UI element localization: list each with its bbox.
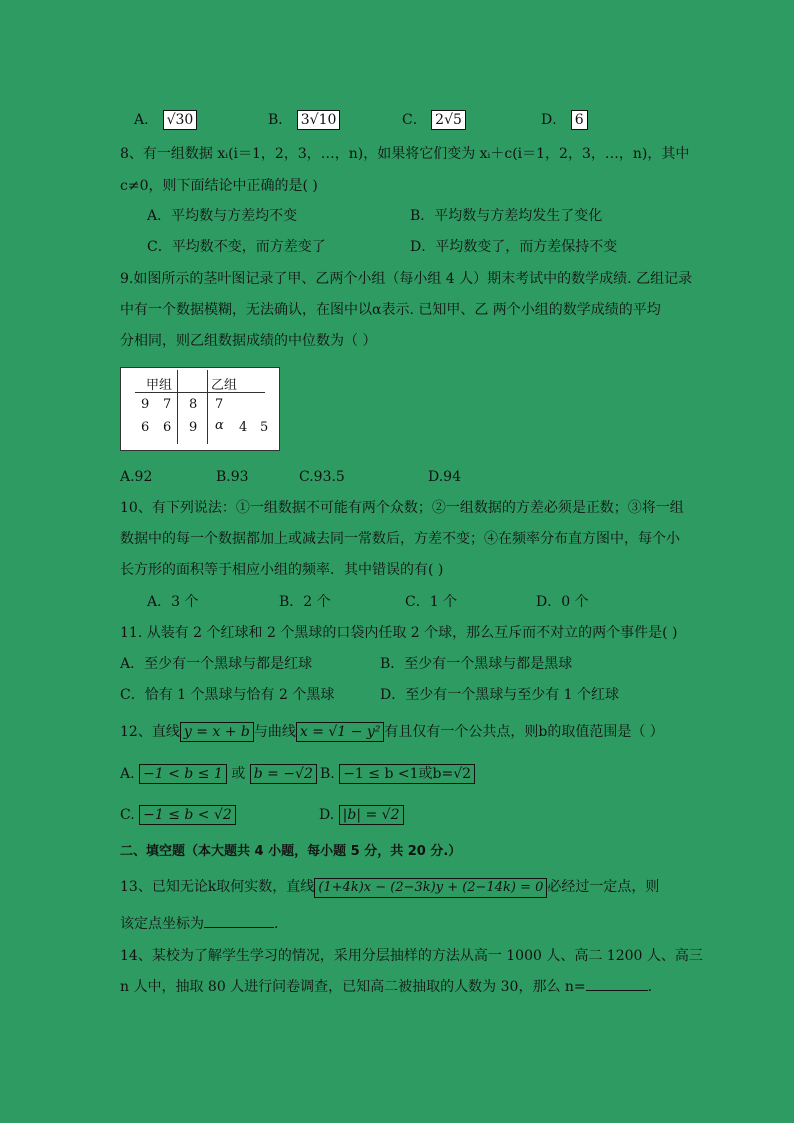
q9-line3: 分相同，则乙组数据成绩的中位数为（ ） bbox=[120, 333, 377, 349]
row2-right-leaf-2: 4 bbox=[239, 420, 248, 435]
q8-line1: 8、有一组数据 xᵢ(i＝1，2，3，…，n)，如果将它们变为 xᵢ＋c(i＝1，2，3，…，n)，其中 bbox=[120, 146, 690, 162]
math-box: −1 ≤ b < √2 bbox=[139, 805, 236, 825]
option-label: B. bbox=[320, 766, 335, 782]
q10-line3: 长方形的面积等于相应小组的频率．其中错误的有( ) bbox=[120, 562, 444, 578]
right-header: 乙组 bbox=[211, 378, 238, 393]
or-text: 或 bbox=[231, 766, 246, 782]
q13-line2-prefix: 该定点坐标为 bbox=[120, 916, 204, 932]
q7-option-d[interactable] bbox=[541, 110, 588, 130]
option-label: A. bbox=[120, 766, 135, 782]
row2-right-leaf-1: α bbox=[215, 418, 224, 433]
q12-mid: 与曲线 bbox=[253, 724, 296, 740]
line-equation-box: y = x + b bbox=[180, 722, 254, 742]
q13-line1 bbox=[120, 878, 659, 898]
q11-option-b[interactable]: B．至少有一个黑球与都是黑球 bbox=[380, 656, 573, 672]
q14-line2-prefix: n 人中，抽取 80 人进行问卷调查，已知高二被抽取的人数为 30，那么 n= bbox=[120, 979, 586, 995]
math-box: 6 bbox=[571, 110, 588, 130]
left-header: 甲组 bbox=[146, 378, 173, 393]
math-box: −1 ≤ b <1或b=√2 bbox=[339, 764, 475, 784]
q13-prefix: 13、已知无论k取何实数，直线 bbox=[120, 879, 315, 895]
q11-option-a[interactable]: A．至少有一个黑球与都是红球 bbox=[120, 656, 313, 672]
row2-stem: 9 bbox=[189, 420, 198, 435]
math-box: b = −√2 bbox=[250, 764, 317, 784]
q12-prefix: 12、直线 bbox=[120, 724, 180, 740]
q7-option-c[interactable] bbox=[402, 110, 466, 130]
row2-left-leaf-1: 6 bbox=[141, 420, 150, 435]
q13-line2 bbox=[120, 915, 288, 933]
q9-option-a[interactable]: A.92 bbox=[120, 469, 153, 485]
stem-leaf-plot bbox=[120, 367, 280, 451]
answer-blank[interactable] bbox=[204, 915, 274, 928]
math-box: √30 bbox=[163, 110, 198, 130]
option-label: A． bbox=[134, 112, 159, 128]
option-label: D. bbox=[319, 807, 335, 823]
math-box: 2√5 bbox=[431, 110, 466, 130]
q8-option-a[interactable]: A．平均数与方差均不变 bbox=[147, 208, 298, 224]
q10-line2: 数据中的每一个数据都加上或减去同一常数后，方差不变；④在频率分布直方图中，每个小 bbox=[120, 531, 680, 547]
q9-option-b[interactable]: B.93 bbox=[216, 469, 249, 485]
answer-blank[interactable] bbox=[586, 978, 648, 991]
row1-stem: 8 bbox=[189, 397, 198, 412]
q14-line2 bbox=[120, 978, 662, 996]
row1-left-leaf-1: 9 bbox=[141, 397, 150, 412]
q8-option-b[interactable]: B．平均数与方差均发生了变化 bbox=[410, 208, 603, 224]
q9-option-c[interactable]: C.93.5 bbox=[299, 469, 345, 485]
q10-line1: 10、有下列说法：①一组数据不可能有两个众数；②一组数据的方差必须是正数；③将一组 bbox=[120, 500, 684, 516]
row1-left-leaf-2: 7 bbox=[163, 397, 172, 412]
q14-line2-suffix: ． bbox=[647, 979, 662, 995]
q12-option-b[interactable] bbox=[320, 764, 475, 784]
q11-line1: 11. 从装有 2 个红球和 2 个黑球的口袋内任取 2 个球，那么互斥而不对立的两个事件是( ) bbox=[120, 625, 678, 641]
right-divider bbox=[207, 370, 208, 444]
q10-option-b[interactable]: B．2 个 bbox=[279, 594, 331, 610]
q13-suffix: 必经过一定点，则 bbox=[547, 879, 660, 895]
line-equation-box: (1+4k)x − (2−3k)y + (2−14k) = 0 bbox=[314, 878, 547, 898]
row1-right-leaf-1: 7 bbox=[215, 397, 224, 412]
header-divider bbox=[135, 392, 265, 393]
q8-option-d[interactable]: D．平均数变了，而方差保持不变 bbox=[410, 239, 618, 255]
section-2-title: 二、填空题（本大题共 4 小题，每小题 5 分，共 20 分.） bbox=[120, 844, 462, 859]
math-box: −1 < b ≤ 1 bbox=[139, 764, 227, 784]
q7-option-b[interactable] bbox=[268, 110, 340, 130]
math-box: 3√10 bbox=[297, 110, 341, 130]
option-label: D． bbox=[541, 112, 567, 128]
q10-option-c[interactable]: C．1 个 bbox=[405, 594, 458, 610]
q10-option-a[interactable]: A．3 个 bbox=[147, 594, 199, 610]
option-label: B． bbox=[268, 112, 293, 128]
row2-left-leaf-2: 6 bbox=[163, 420, 172, 435]
option-label: C. bbox=[120, 807, 135, 823]
q12-suffix: 有且仅有一个公共点，则b的取值范围是（ ） bbox=[384, 724, 664, 740]
q14-line1: 14、某校为了解学生学习的情况，采用分层抽样的方法从高一 1000 人、高二 1200 人、高三 bbox=[120, 948, 703, 964]
q8-option-c[interactable]: C．平均数不变，而方差变了 bbox=[147, 239, 326, 255]
q8-line2: c≠0，则下面结论中正确的是( ) bbox=[120, 178, 318, 194]
q12-option-a[interactable] bbox=[120, 764, 317, 784]
math-box: |b| = √2 bbox=[339, 805, 404, 825]
curve-equation-box: x = √1 − y² bbox=[296, 722, 385, 742]
left-divider bbox=[177, 370, 178, 444]
q9-line2: 中有一个数据模糊，无法确认，在图中以α表示. 已知甲、乙 两个小组的数学成绩的平均 bbox=[120, 302, 661, 318]
q9-option-d[interactable]: D.94 bbox=[428, 469, 461, 485]
q11-option-c[interactable]: C．恰有 1 个黑球与恰有 2 个黑球 bbox=[120, 687, 335, 703]
q9-line1: 9.如图所示的茎叶图记录了甲、乙两个小组（每小组 4 人）期末考试中的数学成绩. 乙组记录 bbox=[120, 271, 693, 287]
option-label: C． bbox=[402, 112, 427, 128]
q12-option-d[interactable] bbox=[319, 805, 404, 825]
q12-option-c[interactable] bbox=[120, 805, 236, 825]
q11-option-d[interactable]: D．至少有一个黑球与至少有 1 个红球 bbox=[380, 687, 620, 703]
row2-right-leaf-3: 5 bbox=[260, 420, 269, 435]
q13-line2-suffix: ． bbox=[274, 916, 288, 932]
q7-option-a[interactable] bbox=[134, 110, 197, 130]
q10-option-d[interactable]: D．0 个 bbox=[536, 594, 589, 610]
q12-line1 bbox=[120, 722, 664, 742]
